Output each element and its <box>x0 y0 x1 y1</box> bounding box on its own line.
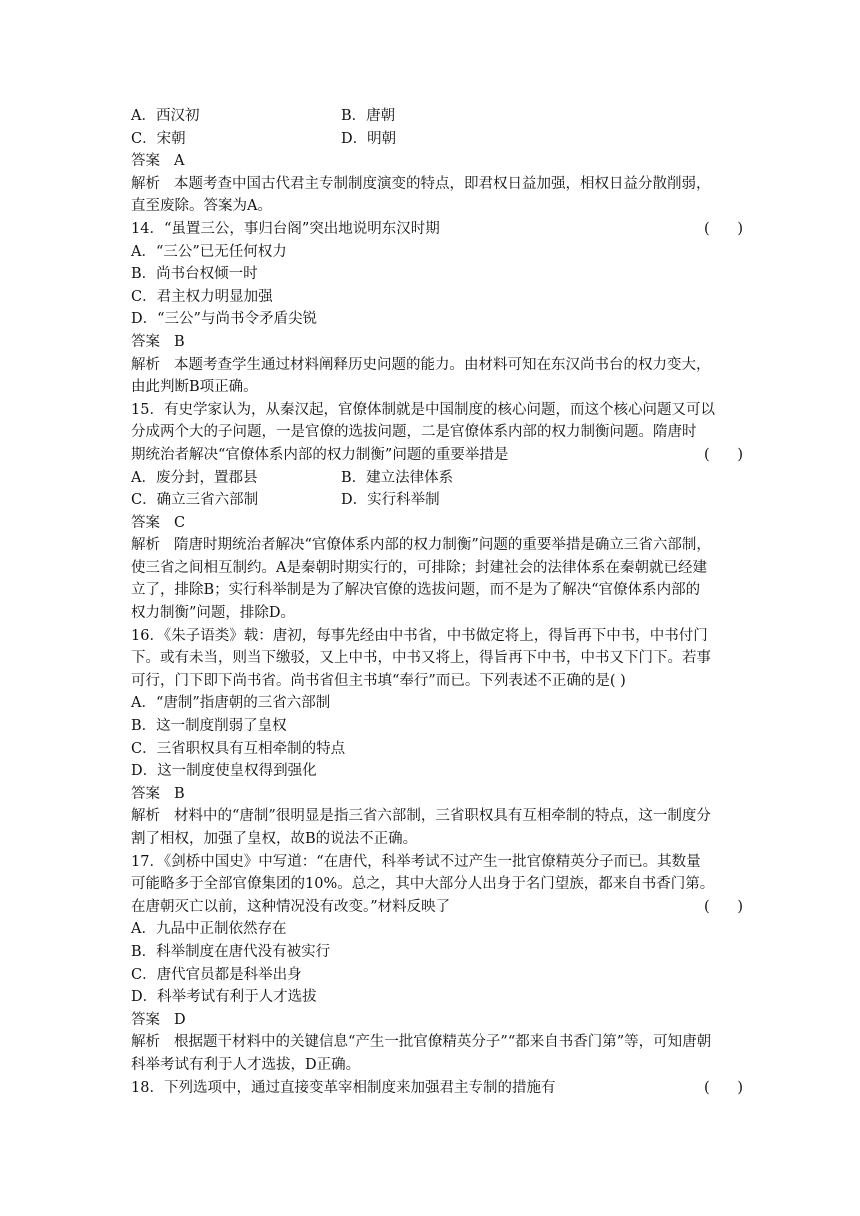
answer-blank: ( ) <box>704 220 743 237</box>
answer-text: 材料中的“唐制”很明显是指三省六部制，三省职权具有互相牵制的特点，这一制度分 <box>174 808 711 825</box>
option-row <box>131 105 743 128</box>
text-line: 15．有史学家认为，从秦汉起，官僚体制就是中国制度的核心问题，而这个核心问题又可以 <box>131 401 715 418</box>
answer-text: D <box>174 1011 186 1028</box>
answer-text: 本题考查学生通过材料阐释历史问题的能力。由材料可知在东汉尚书台的权力变大， <box>174 356 711 373</box>
option-text: B．唐朝 <box>341 108 396 124</box>
answer-text: A <box>174 153 185 170</box>
answer-text: C <box>174 514 186 531</box>
text-line: A．九品中正制依然存在 <box>131 921 287 938</box>
analysis-line <box>131 805 743 828</box>
question-line <box>131 896 743 919</box>
answer-label: 答案 <box>131 785 160 802</box>
text-line: C．君主权力明显加强 <box>131 288 273 305</box>
analysis-line <box>131 354 743 377</box>
answer-line <box>131 1009 743 1032</box>
text-line: 直至废除。答案为A。 <box>131 198 272 215</box>
answer-line <box>131 150 743 173</box>
text-line: C．唐代官员都是科举出身 <box>131 966 302 983</box>
answer-text: B <box>174 785 185 802</box>
text-line: B．尚书台权倾一时 <box>131 266 258 283</box>
text-line: 立了，排除B；实行科举制是为了解决官僚的选拔问题，而不是为了解决“官僚体系内部的 <box>131 582 701 599</box>
answer-label: 答案 <box>131 153 160 170</box>
text-line: 由此判断B项正确。 <box>131 379 258 396</box>
answer-text: B <box>174 333 185 350</box>
option-text: D．明朝 <box>341 130 397 147</box>
text-line: C．三省职权具有互相牵制的特点 <box>131 740 346 757</box>
analysis-line <box>131 534 743 557</box>
analysis-line <box>131 173 743 196</box>
answer-label: 解析 <box>131 808 160 825</box>
answer-blank: ( ) <box>704 446 743 463</box>
question-stem: 期统治者解决“官僚体系内部的权力制衡”问题的重要举措是 <box>131 446 509 463</box>
question-line <box>131 444 743 467</box>
analysis-line <box>131 1031 743 1054</box>
answer-label: 解析 <box>131 175 160 192</box>
text-line: 权力制衡”问题，排除D。 <box>131 605 296 622</box>
text-line: B．这一制度削弱了皇权 <box>131 718 287 735</box>
question-content <box>131 105 743 1099</box>
answer-line <box>131 783 743 806</box>
option-text: C．确立三省六部制 <box>131 492 259 509</box>
answer-blank: ( ) <box>704 898 743 915</box>
option-text: C．宋朝 <box>131 130 186 147</box>
answer-label: 答案 <box>131 1011 160 1028</box>
text-line: 17．《剑桥中国史》中写道：“在唐代，科举考试不过产生一批官僚精英分子而已。其数量 <box>131 853 701 870</box>
option-text: A．西汉初 <box>131 108 200 124</box>
text-line: D．这一制度使皇权得到强化 <box>131 763 317 780</box>
question-stem: 18．下列选项中，通过直接变革宰相制度来加强君主专制的措施有 <box>131 1079 556 1096</box>
answer-label: 解析 <box>131 1034 160 1051</box>
option-row <box>131 467 743 490</box>
text-line: 可行，门下即下尚书省。尚书省但主书填“奉行”而已。下列表述不正确的是( ) <box>131 672 626 689</box>
text-line: 割了相权，加强了皇权，故B的说法不正确。 <box>131 831 418 847</box>
answer-label: 答案 <box>131 514 160 531</box>
text-line: 可能略多于全部官僚集团的10%。总之，其中大部分人出身于名门望族，都来自书香门第。 <box>131 876 715 893</box>
question-stem: 14．“虽置三公，事归台阁”突出地说明东汉时期 <box>131 220 440 237</box>
text-line: 16．《朱子语类》载：唐初，每事先经由中书省，中书做定将上，得旨再下中书，中书付门 <box>131 627 708 644</box>
answer-label: 解析 <box>131 537 160 554</box>
option-row <box>131 128 743 151</box>
answer-blank: ( ) <box>704 1079 743 1096</box>
text-line: B．科举制度在唐代没有被实行 <box>131 943 331 960</box>
text-line: D．科举考试有利于人才选拔 <box>131 989 317 1006</box>
text-line: 下。或有未当，则当下缴驳，又上中书，中书又将上，得旨再下中书，中书又下门下。若事 <box>131 650 711 667</box>
text-line: A．“三公”已无任何权力 <box>131 243 287 260</box>
option-text: B．建立法律体系 <box>341 469 454 486</box>
answer-text: 根据题干材料中的关键信息“产生一批官僚精英分子”“都来自书香门第”等，可知唐朝 <box>174 1034 712 1051</box>
answer-label: 解析 <box>131 356 160 373</box>
question-line <box>131 218 743 241</box>
option-row <box>131 489 743 512</box>
option-text: D．实行科举制 <box>341 492 440 509</box>
question-stem: 在唐朝灭亡以前，这种情况没有改变。”材料反映了 <box>131 898 451 915</box>
answer-line <box>131 512 743 535</box>
question-line <box>131 1077 743 1100</box>
answer-label: 答案 <box>131 333 160 350</box>
text-line: D．“三公”与尚书令矛盾尖锐 <box>131 311 317 328</box>
answer-line <box>131 331 743 354</box>
text-line: 科举考试有利于人才选拔，D正确。 <box>131 1056 361 1073</box>
answer-text: 隋唐时期统治者解决“官僚体系内部的权力制衡”问题的重要举措是确立三省六部制， <box>174 537 711 554</box>
option-text: A．废分封，置郡县 <box>131 469 258 486</box>
text-line: 使三省之间相互制约。A是秦朝时期实行的，可排除；封建社会的法律体系在秦朝就已经建 <box>131 559 707 576</box>
answer-text: 本题考查中国古代君主专制制度演变的特点，即君权日益加强，相权日益分散削弱， <box>174 175 711 192</box>
text-line: 分成两个大的子问题，一是官僚的选拔问题，二是官僚体系内部的权力制衡问题。隋唐时 <box>131 424 697 441</box>
text-line: A．“唐制”指唐朝的三省六部制 <box>131 695 331 712</box>
